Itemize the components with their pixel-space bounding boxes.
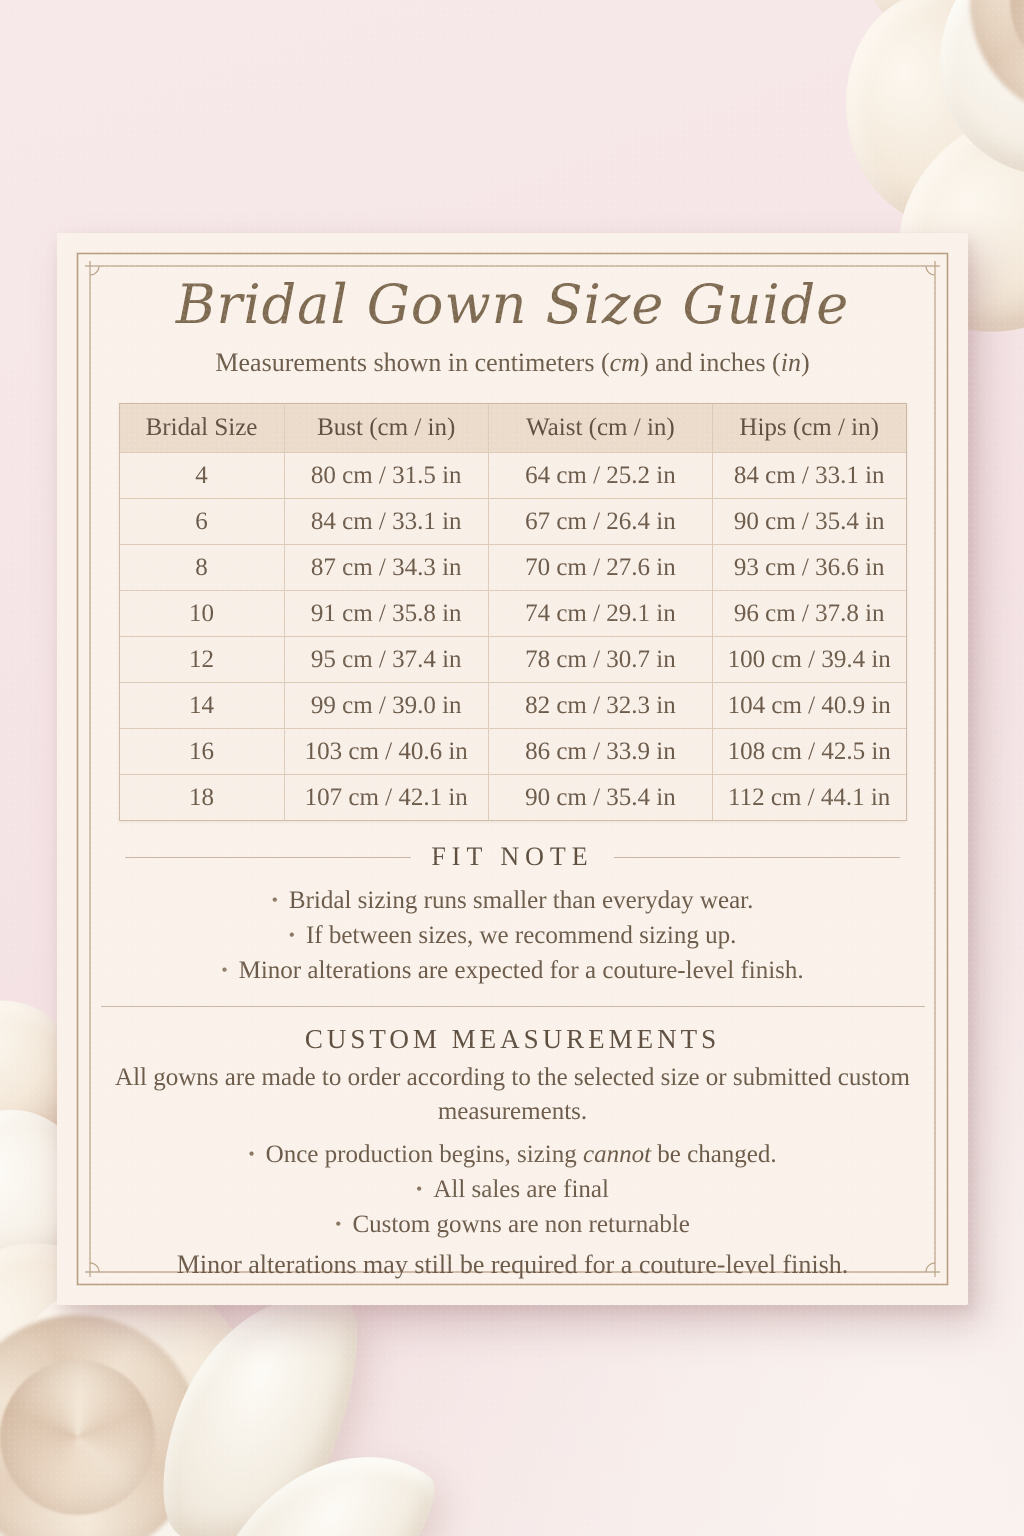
subtitle-text: Measurements shown in centimeters ( [215,348,610,377]
table-cell-hips: 104 cm / 40.9 in [727,692,891,719]
fit-note-heading-row [125,841,900,873]
fit-note-heading: FIT NOTE [431,842,594,871]
heading-rule-left [125,857,411,858]
bullet-dot-icon: • [248,1144,255,1164]
table-cell-waist: 78 cm / 30.7 in [489,637,713,682]
table-cell-size: 4 [120,453,285,498]
subtitle-text: ) and inches ( [639,348,781,377]
table-cell-size: 6 [120,499,285,544]
table-cell-bust: 91 cm / 35.8 in [285,591,489,636]
table-cell-bust: 84 cm / 33.1 in [285,499,489,544]
table-cell-hips: 112 cm / 44.1 in [728,784,891,811]
size-table-body [120,452,906,820]
custom-heading-row [57,1023,968,1055]
subtitle-text: ) [800,348,810,377]
table-cell-waist: 67 cm / 26.4 in [489,499,713,544]
table-cell-bust: 80 cm / 31.5 in [285,453,489,498]
column-header-size: Bridal Size [120,404,285,452]
bullet-item [57,1207,968,1242]
section-divider [101,1006,925,1007]
bullet-dot-icon: • [335,1214,342,1234]
table-cell-waist: 82 cm / 32.3 in [489,683,713,728]
custom-intro: All gowns are made to order according to the selected size or submitted custom measurements. [115,1064,910,1125]
table-row [120,590,906,636]
table-cell-waist: 90 cm / 35.4 in [489,775,713,820]
heading-rule-right [614,857,900,858]
table-row [120,452,906,498]
table-cell-waist: 74 cm / 29.1 in [489,591,713,636]
card-content [57,233,968,1305]
custom-bullets [57,1137,968,1242]
bullet-text: Once production begins, sizing [265,1141,583,1168]
fit-note-bullets [57,883,968,988]
bullet-item [57,1172,968,1207]
table-cell-size: 14 [120,683,285,728]
table-cell-bust: 95 cm / 37.4 in [285,637,489,682]
table-cell-waist: 86 cm / 33.9 in [489,729,713,774]
table-row [120,636,906,682]
page-title: Bridal Gown Size Guide [175,273,850,336]
table-cell-hips: 90 cm / 35.4 in [733,508,885,535]
column-header-hips: Hips (cm / in) [739,414,879,441]
column-header-bust: Bust (cm / in) [285,404,489,452]
table-row [120,682,906,728]
table-row [120,728,906,774]
table-cell-hips: 84 cm / 33.1 in [733,462,885,489]
bullet-item [57,918,968,953]
bullet-item [57,1137,968,1172]
table-cell-hips: 96 cm / 37.8 in [733,600,885,627]
bullet-dot-icon: • [416,1179,423,1199]
table-cell-size: 12 [120,637,285,682]
bullet-dot-icon: • [221,960,228,980]
bullet-text: If between sizes, we recommend sizing up. [305,922,737,949]
table-cell-bust: 103 cm / 40.6 in [285,729,489,774]
custom-measurements-heading: CUSTOM MEASUREMENTS [304,1024,721,1054]
bullet-text: All sales are final [433,1176,609,1203]
subtitle [57,347,968,379]
table-cell-size: 18 [120,775,285,820]
table-cell-waist: 70 cm / 27.6 in [489,545,713,590]
bullet-dot-icon: • [271,890,278,910]
table-row [120,774,906,820]
column-header-waist: Waist (cm / in) [489,404,713,452]
bullet-text: cannot [582,1141,652,1168]
size-table [119,403,907,821]
table-cell-hips: 100 cm / 39.4 in [727,646,891,673]
bullet-text: be changed. [651,1141,777,1168]
bullet-item [57,883,968,918]
subtitle-unit-in: in [780,348,801,377]
custom-footer-note: Minor alterations may still be required for a couture-level finish. [176,1250,849,1279]
table-cell-hips: 93 cm / 36.6 in [733,554,885,581]
bullet-dot-icon: • [288,925,295,945]
bullet-item [57,953,968,988]
bullet-text: Bridal sizing runs smaller than everyday wear. [288,887,754,914]
table-row [120,498,906,544]
table-cell-bust: 87 cm / 34.3 in [285,545,489,590]
table-cell-size: 8 [120,545,285,590]
table-cell-size: 16 [120,729,285,774]
table-row [120,544,906,590]
table-cell-bust: 107 cm / 42.1 in [285,775,489,820]
table-cell-waist: 64 cm / 25.2 in [489,453,713,498]
subtitle-unit-cm: cm [609,348,640,377]
size-guide-card [57,233,968,1305]
size-table-header [120,404,906,452]
table-cell-hips: 108 cm / 42.5 in [727,738,891,765]
bullet-text: Custom gowns are non returnable [352,1211,690,1238]
table-cell-bust: 99 cm / 39.0 in [285,683,489,728]
table-cell-size: 10 [120,591,285,636]
rose-center [0,1360,155,1515]
bullet-text: Minor alterations are expected for a couture-level finish. [238,957,804,984]
